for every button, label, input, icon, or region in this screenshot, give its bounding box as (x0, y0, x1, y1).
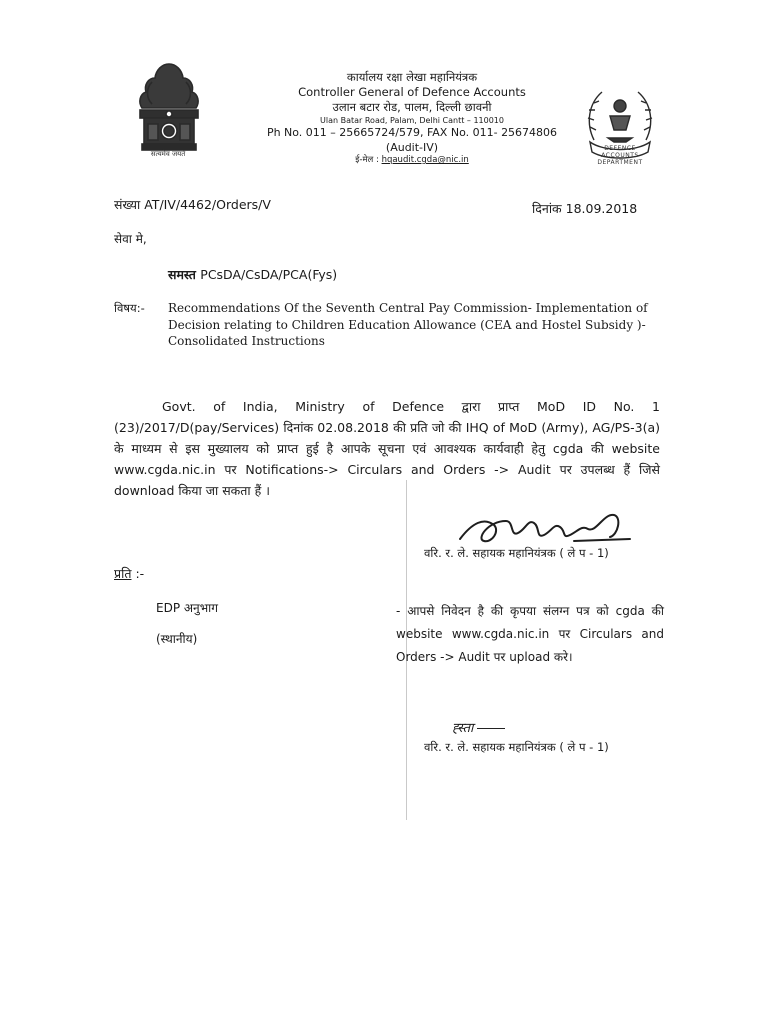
address-english: Ulan Batar Road, Palam, Delhi Cantt – 110010 (320, 115, 504, 125)
department-motto: DEFENCE ACCOUNTS DEPARTMENT (597, 145, 643, 166)
office-name-english: Controller General of Defence Accounts (298, 85, 526, 100)
signed-dash (477, 728, 505, 729)
address-hindi: उलान बटार रोड, पालम, दिल्ली छावनी (332, 100, 492, 115)
phone-fax: Ph No. 011 – 25665724/579, FAX No. 011- 25674806 (266, 126, 558, 140)
copy-signatory-designation: वरि. र. ले. सहायक महानियंत्रक ( ले प - 1) (424, 740, 609, 754)
subject-text: Recommendations Of the Seventh Central Pay Commission- Implementation of Decision relating to Children Education Allowance (CEA and Hostel Subsidy )- Consolidated Instructions (168, 301, 648, 349)
copy-recipient-location: (स्थानीय) (156, 632, 198, 646)
copy-to-suffix: :- (131, 566, 145, 581)
reference-number: संख्या AT/IV/4462/Orders/V (114, 197, 271, 212)
salutation: सेवा मे, (114, 232, 147, 246)
signed-text: ह्स्ता (452, 721, 474, 736)
letter-date: दिनांक 18.09.2018 (532, 201, 638, 216)
copy-request-text: - आपसे निवेदन है की कृपया संलग्न पत्र को cgda की website www.cgda.nic.in पर Circulars and Orders -> Audit पर upload करे। (396, 604, 664, 664)
addressee (168, 266, 337, 283)
copy-recipient: EDP अनुभाग (156, 601, 219, 615)
letterhead (262, 70, 562, 166)
addressee-prefix: समस्त (168, 267, 196, 282)
signed-mark (452, 718, 505, 736)
subject-label: विषय:- (114, 301, 145, 315)
copy-to-heading (114, 565, 144, 582)
email-line (262, 155, 562, 166)
email-address: hqaudit.cgda@nic.in (381, 155, 469, 166)
addressee-offices: PCsDA/CsDA/PCA(Fys) (200, 267, 338, 282)
emblem-motto: सत्यमेव जयते (150, 150, 186, 158)
copy-to-label: प्रति (114, 566, 132, 581)
office-name-hindi: कार्यालय रक्षा लेखा महानियंत्रक (346, 70, 478, 84)
signatory-designation: वरि. र. ले. सहायक महानियंत्रक ( ले प - 1) (424, 546, 609, 560)
email-label: ई-मेल : (355, 155, 379, 166)
body-paragraph: Govt. of India, Ministry of Defence द्वारा प्राप्त MoD ID No. 1 (23)/2017/D(pay/Services) दिनांक 02.08.2018 की प्रति जो की IHQ of MoD (Army), AG/PS-3(a) के माध्यम से इस मुख्यालय को प्राप्त हुई है आपके सूचना एवं आवश्यक कार्यवाही हेतु cgda की website www.cgda.nic.in पर Notifications-> Circulars and Orders -> Audit पर उपलब्ध हैं जिसे download किया जा सकता हैं । (114, 399, 660, 498)
section-name: (Audit-IV) (385, 140, 439, 154)
